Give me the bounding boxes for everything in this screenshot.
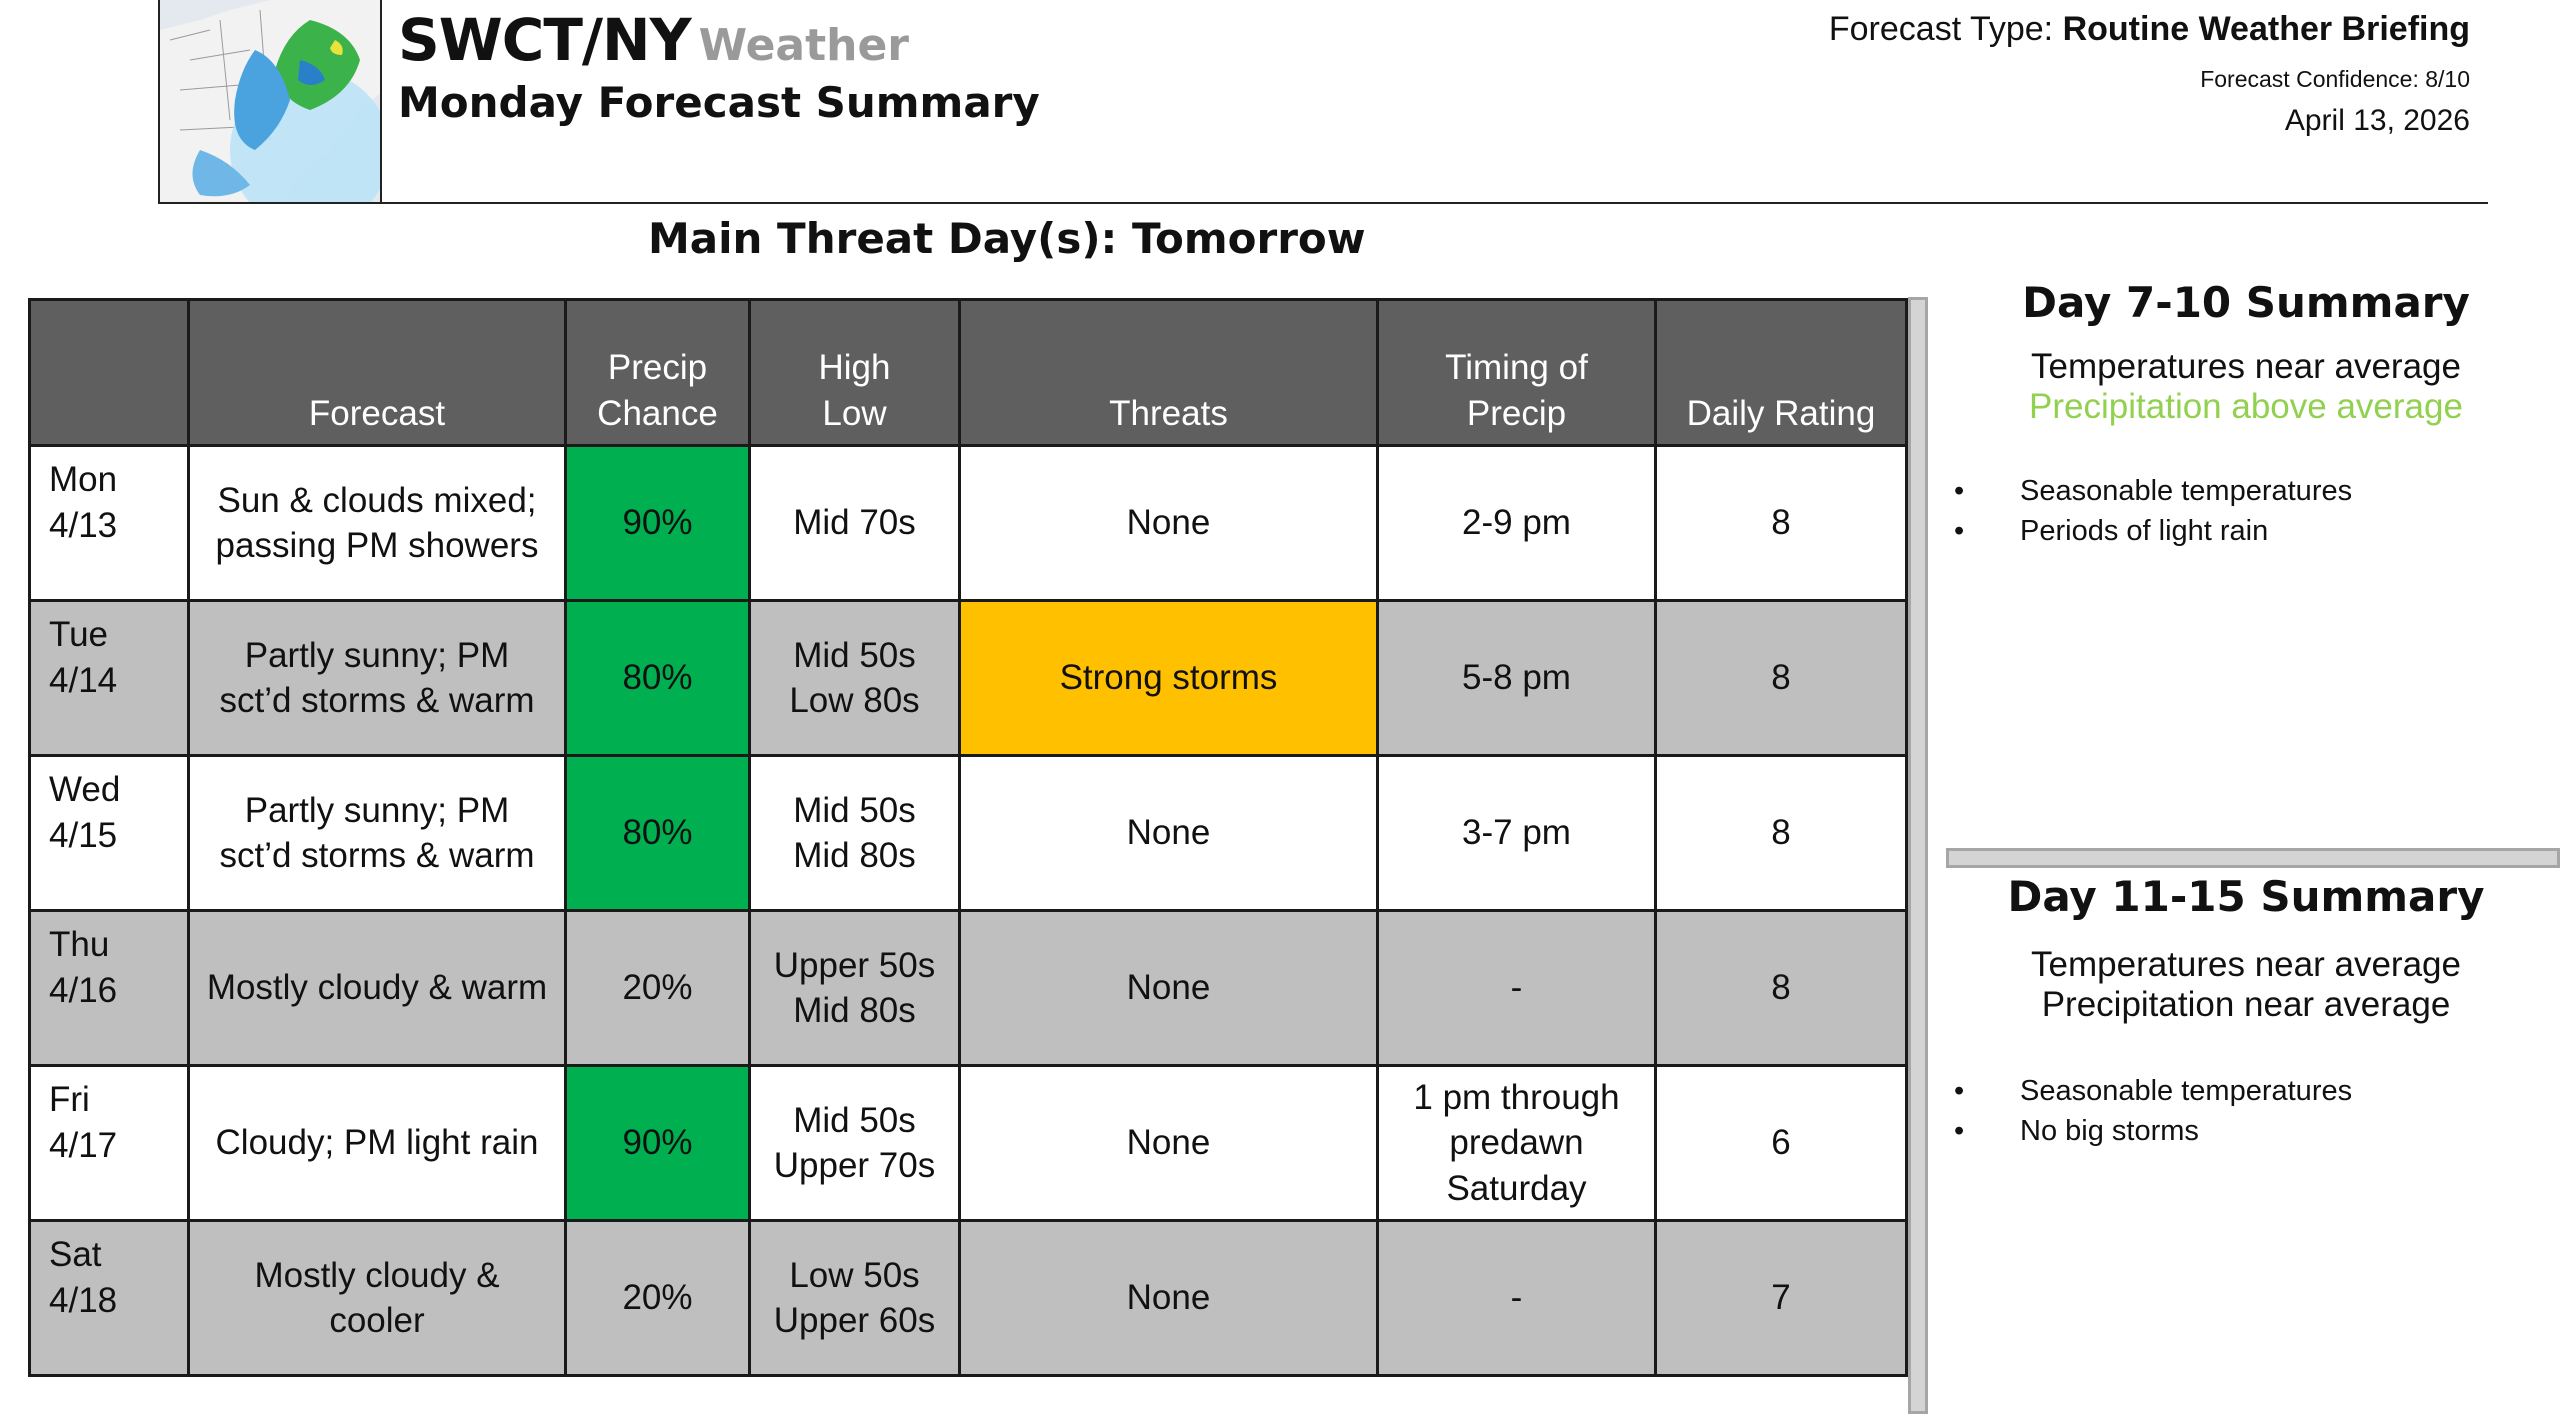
table-row [30, 911, 1907, 1066]
brand-subtitle: Weather [698, 20, 910, 71]
summary-day-7-10 [1946, 278, 2546, 551]
summary-7-10-precip: Precipitation above average [2029, 387, 2463, 426]
forecast-type-label: Forecast Type: [1828, 10, 2054, 48]
header [158, 0, 2488, 204]
forecast-cell: Cloudy; PM light rain [189, 1066, 566, 1221]
forecast-date: April 13, 2026 [2284, 104, 2470, 137]
high-low-cell: Mid 50s Upper 70s [750, 1066, 960, 1221]
precip-chance-cell: 80% [566, 601, 750, 756]
timing-cell: - [1378, 1221, 1656, 1376]
table-row [30, 1066, 1907, 1221]
threats-cell: None [960, 446, 1378, 601]
page-title: Monday Forecast Summary [398, 78, 1040, 127]
table-row [30, 446, 1907, 601]
rating-cell: 6 [1656, 1066, 1907, 1221]
list-item: • No big storms [1954, 1111, 2546, 1151]
rating-cell: 8 [1656, 756, 1907, 911]
column-header: Forecast [189, 300, 566, 446]
radar-map-image [160, 0, 382, 204]
forecast-cell: Partly sunny; PM sct’d storms & warm [189, 601, 566, 756]
summary-11-15-bullets [1954, 1071, 2546, 1151]
table-row [30, 756, 1907, 911]
day-date: 4/16 [49, 970, 118, 1010]
column-header: Precip Chance [566, 300, 750, 446]
day-name: Wed [49, 770, 121, 809]
precip-chance-cell: 20% [566, 1221, 750, 1376]
threats-cell: None [960, 1066, 1378, 1221]
column-header: High Low [750, 300, 960, 446]
precip-chance-cell: 90% [566, 446, 750, 601]
forecast-cell: Mostly cloudy & warm [189, 911, 566, 1066]
day-date: 4/13 [49, 505, 118, 545]
forecast-type [1829, 10, 2470, 49]
precip-chance-cell: 20% [566, 911, 750, 1066]
day-date: 4/15 [49, 815, 118, 855]
summary-7-10-temp: Temperatures near average [2031, 347, 2461, 386]
day-name: Thu [49, 925, 110, 964]
summary-7-10-bullets [1954, 471, 2546, 551]
day-name: Tue [49, 615, 109, 654]
list-item: • Seasonable temperatures [1954, 1071, 2546, 1111]
high-low-cell: Low 50s Upper 60s [750, 1221, 960, 1376]
timing-cell: - [1378, 911, 1656, 1066]
day-cell [30, 756, 189, 911]
brand [398, 6, 909, 74]
timing-cell: 3-7 pm [1378, 756, 1656, 911]
timing-cell: 5-8 pm [1378, 601, 1656, 756]
forecast-cell: Partly sunny; PM sct’d storms & warm [189, 756, 566, 911]
precip-chance-cell: 90% [566, 1066, 750, 1221]
forecast-type-value: Routine Weather Briefing [2062, 10, 2470, 48]
day-cell [30, 601, 189, 756]
high-low-cell: Upper 50s Mid 80s [750, 911, 960, 1066]
threats-cell: None [960, 911, 1378, 1066]
column-header [30, 300, 189, 446]
forecast-cell: Sun & clouds mixed; passing PM showers [189, 446, 566, 601]
day-cell [30, 1066, 189, 1221]
forecast-confidence: Forecast Confidence: 8/10 [2200, 66, 2470, 92]
day-cell [30, 911, 189, 1066]
horizontal-divider [1946, 848, 2560, 868]
precip-chance-cell: 80% [566, 756, 750, 911]
threats-cell: None [960, 756, 1378, 911]
vertical-divider [1908, 297, 1928, 1414]
table-row [30, 601, 1907, 756]
high-low-cell: Mid 50s Low 80s [750, 601, 960, 756]
day-cell [30, 446, 189, 601]
high-low-cell: Mid 70s [750, 446, 960, 601]
brand-title: SWCT/NY [398, 6, 691, 74]
list-item: • Seasonable temperatures [1954, 471, 2546, 511]
rating-cell: 7 [1656, 1221, 1907, 1376]
column-header: Threats [960, 300, 1378, 446]
day-cell [30, 1221, 189, 1376]
summary-11-15-title: Day 11-15 Summary [2007, 872, 2485, 921]
main-threat-heading: Main Threat Day(s): Tomorrow [648, 214, 1366, 263]
day-name: Fri [49, 1080, 90, 1119]
day-date: 4/14 [49, 660, 118, 700]
day-date: 4/17 [49, 1125, 118, 1165]
forecast-table [28, 298, 1908, 1377]
column-header: Daily Rating [1656, 300, 1907, 446]
rating-cell: 8 [1656, 601, 1907, 756]
forecast-cell: Mostly cloudy & cooler [189, 1221, 566, 1376]
column-header: Timing of Precip [1378, 300, 1656, 446]
timing-cell: 2-9 pm [1378, 446, 1656, 601]
summary-7-10-title: Day 7-10 Summary [2022, 278, 2470, 327]
summary-day-11-15 [1946, 872, 2546, 1151]
threats-cell: None [960, 1221, 1378, 1376]
rating-cell: 8 [1656, 911, 1907, 1066]
day-date: 4/18 [49, 1280, 118, 1320]
timing-cell: 1 pm through predawn Saturday [1378, 1066, 1656, 1221]
table-row [30, 1221, 1907, 1376]
radar-map-logo [158, 0, 382, 204]
list-item: • Periods of light rain [1954, 511, 2546, 551]
day-name: Sat [49, 1235, 102, 1274]
summary-11-15-temp: Temperatures near average [2031, 945, 2461, 984]
threats-cell: Strong storms [960, 601, 1378, 756]
table-header-row [30, 300, 1907, 446]
summary-11-15-precip: Precipitation near average [2041, 985, 2451, 1024]
high-low-cell: Mid 50s Mid 80s [750, 756, 960, 911]
rating-cell: 8 [1656, 446, 1907, 601]
day-name: Mon [49, 460, 118, 499]
